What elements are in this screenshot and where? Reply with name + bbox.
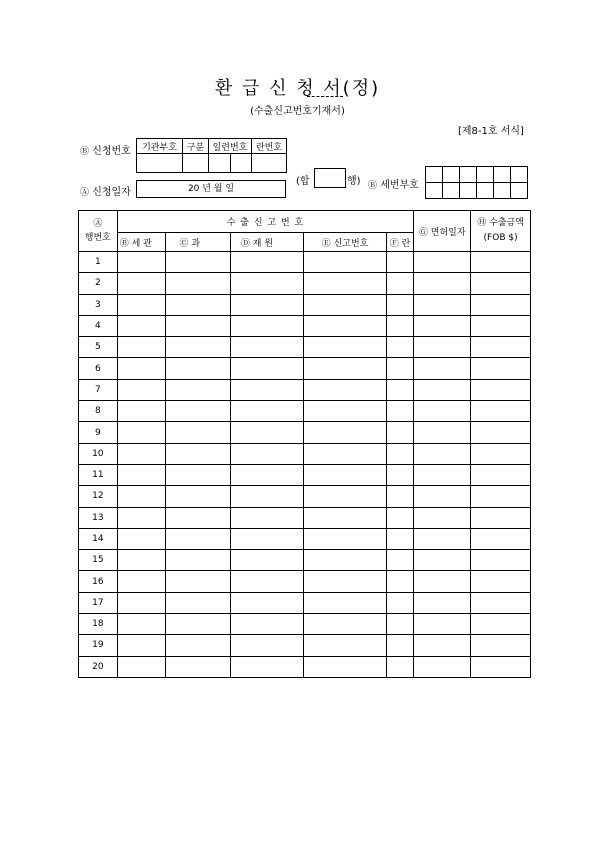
division-cell[interactable] xyxy=(165,422,230,443)
table-row xyxy=(79,550,531,571)
row-number-cell: 16 xyxy=(79,571,118,592)
line-number-cell[interactable] xyxy=(386,315,413,336)
resource-cell[interactable] xyxy=(230,422,303,443)
customs-cell[interactable] xyxy=(117,635,165,656)
category-header: 구분 xyxy=(183,139,209,154)
tax-code-cell[interactable] xyxy=(460,167,477,183)
license-date-cell[interactable] xyxy=(414,550,471,571)
license-date-cell[interactable] xyxy=(414,635,471,656)
line-number-cell[interactable] xyxy=(386,528,413,549)
tax-code-cell[interactable] xyxy=(494,167,511,183)
sum-open-label: (합 xyxy=(296,176,310,187)
line-number-cell[interactable] xyxy=(386,401,413,422)
table-row xyxy=(79,528,531,549)
line-number-cell[interactable] xyxy=(386,656,413,677)
export-amount-cell[interactable] xyxy=(471,337,531,358)
resource-cell[interactable] xyxy=(230,486,303,507)
table-row xyxy=(79,273,531,294)
application-date-label xyxy=(80,183,131,198)
row-number-cell: 13 xyxy=(79,507,118,528)
line-number-cell[interactable] xyxy=(386,358,413,379)
circle-marker: Ⓐ xyxy=(93,219,103,229)
row-number-cell: 12 xyxy=(79,486,118,507)
row-number-cell: 2 xyxy=(79,273,118,294)
row-number-cell: 15 xyxy=(79,550,118,571)
division-cell[interactable] xyxy=(165,294,230,315)
export-amount-header xyxy=(471,211,531,252)
row-number-cell: 1 xyxy=(79,252,118,273)
circle-marker: Ⓑ xyxy=(368,181,378,191)
table-row xyxy=(79,443,531,464)
resource-cell[interactable] xyxy=(230,315,303,336)
circle-marker: Ⓐ xyxy=(80,188,90,198)
declaration-number-cell[interactable] xyxy=(304,379,387,400)
table-row xyxy=(79,379,531,400)
export-amount-cell[interactable] xyxy=(471,422,531,443)
license-date-cell[interactable] xyxy=(414,571,471,592)
declaration-number-cell[interactable] xyxy=(304,571,387,592)
export-amount-cell[interactable] xyxy=(471,486,531,507)
circle-marker: Ⓕ xyxy=(389,238,399,249)
export-number-header: 수 출 신 고 번 호 xyxy=(117,211,414,233)
license-date-cell[interactable] xyxy=(414,252,471,273)
division-cell[interactable] xyxy=(165,315,230,336)
table-row xyxy=(79,592,531,613)
table-row xyxy=(79,337,531,358)
row-number-cell: 17 xyxy=(79,592,118,613)
customs-cell[interactable] xyxy=(117,464,165,485)
tax-code-cell[interactable] xyxy=(511,167,528,183)
tax-code-cell[interactable] xyxy=(426,167,443,183)
row-number-cell: 7 xyxy=(79,379,118,400)
resource-cell[interactable] xyxy=(230,358,303,379)
license-date-header-text: 면허일자 xyxy=(430,227,466,238)
division-cell[interactable] xyxy=(165,592,230,613)
customs-cell[interactable] xyxy=(117,252,165,273)
division-cell[interactable] xyxy=(165,337,230,358)
export-amount-cell[interactable] xyxy=(471,401,531,422)
line-number-cell[interactable] xyxy=(386,294,413,315)
division-cell[interactable] xyxy=(165,550,230,571)
license-date-cell[interactable] xyxy=(414,614,471,635)
export-amount-unit: (FOB $) xyxy=(483,233,518,243)
export-amount-cell[interactable] xyxy=(471,571,531,592)
customs-cell[interactable] xyxy=(117,443,165,464)
tax-code-grid xyxy=(425,166,528,199)
application-number-label xyxy=(80,142,131,157)
row-number-header-text: 행번호 xyxy=(84,233,111,243)
application-number-text: 신청번호 xyxy=(92,146,131,157)
serial-number-field[interactable] xyxy=(209,154,252,173)
tax-code-cell[interactable] xyxy=(426,183,443,199)
tax-code-label xyxy=(368,176,419,191)
division-cell[interactable] xyxy=(165,528,230,549)
division-cell[interactable] xyxy=(165,656,230,677)
export-amount-cell[interactable] xyxy=(471,315,531,336)
declaration-number-cell[interactable] xyxy=(304,422,387,443)
export-declaration-table xyxy=(78,210,531,678)
declaration-number-cell[interactable] xyxy=(304,315,387,336)
license-date-cell[interactable] xyxy=(414,294,471,315)
resource-cell[interactable] xyxy=(230,550,303,571)
division-cell[interactable] xyxy=(165,252,230,273)
row-number-header xyxy=(79,211,118,252)
resource-cell[interactable] xyxy=(230,507,303,528)
division-cell[interactable] xyxy=(165,507,230,528)
customs-cell[interactable] xyxy=(117,315,165,336)
license-date-cell[interactable] xyxy=(414,592,471,613)
license-date-cell[interactable] xyxy=(414,273,471,294)
export-amount-cell[interactable] xyxy=(471,656,531,677)
declaration-number-header xyxy=(304,233,387,252)
line-number-cell[interactable] xyxy=(386,337,413,358)
line-number-cell[interactable] xyxy=(386,379,413,400)
declaration-number-cell[interactable] xyxy=(304,443,387,464)
declaration-number-cell[interactable] xyxy=(304,656,387,677)
tax-code-cell[interactable] xyxy=(443,167,460,183)
tax-code-cell[interactable] xyxy=(477,167,494,183)
sum-close-label: 행) xyxy=(347,176,361,187)
division-cell[interactable] xyxy=(165,571,230,592)
declaration-number-cell[interactable] xyxy=(304,528,387,549)
row-number-cell: 20 xyxy=(79,656,118,677)
customs-cell[interactable] xyxy=(117,358,165,379)
export-amount-cell[interactable] xyxy=(471,358,531,379)
division-cell[interactable] xyxy=(165,273,230,294)
resource-cell[interactable] xyxy=(230,635,303,656)
division-cell[interactable] xyxy=(165,379,230,400)
line-number-cell[interactable] xyxy=(386,464,413,485)
agency-code-field[interactable] xyxy=(137,154,183,173)
resource-cell[interactable] xyxy=(230,401,303,422)
line-number-cell[interactable] xyxy=(386,614,413,635)
row-number-cell: 10 xyxy=(79,443,118,464)
division-header-text: 과 xyxy=(191,238,201,249)
license-date-cell[interactable] xyxy=(414,486,471,507)
tax-code-cell[interactable] xyxy=(460,183,477,199)
license-date-cell[interactable] xyxy=(414,379,471,400)
export-amount-cell[interactable] xyxy=(471,550,531,571)
customs-cell[interactable] xyxy=(117,273,165,294)
customs-header-text: 세 관 xyxy=(131,238,152,249)
license-date-cell[interactable] xyxy=(414,656,471,677)
table-row xyxy=(79,656,531,677)
line-number-cell[interactable] xyxy=(386,273,413,294)
table-row xyxy=(79,486,531,507)
circle-marker: Ⓒ xyxy=(179,238,189,249)
customs-cell[interactable] xyxy=(117,486,165,507)
resource-cell[interactable] xyxy=(230,337,303,358)
serial-number-header: 일련번호 xyxy=(209,139,252,154)
resource-cell[interactable] xyxy=(230,571,303,592)
table-row xyxy=(79,315,531,336)
license-date-cell[interactable] xyxy=(414,401,471,422)
customs-cell[interactable] xyxy=(117,337,165,358)
declaration-number-cell[interactable] xyxy=(304,614,387,635)
export-amount-cell[interactable] xyxy=(471,294,531,315)
row-number-cell: 11 xyxy=(79,464,118,485)
export-amount-cell[interactable] xyxy=(471,273,531,294)
column-number-header: 란번호 xyxy=(252,139,287,154)
circle-marker: Ⓔ xyxy=(321,238,331,249)
category-field[interactable] xyxy=(183,154,209,173)
form-subtitle: (수출신고번호기재서) xyxy=(250,106,345,117)
division-header xyxy=(165,233,230,252)
export-amount-cell[interactable] xyxy=(471,614,531,635)
resource-cell[interactable] xyxy=(230,656,303,677)
circle-marker: Ⓓ xyxy=(240,238,250,249)
division-cell[interactable] xyxy=(165,635,230,656)
export-amount-cell[interactable] xyxy=(471,443,531,464)
line-number-cell[interactable] xyxy=(386,486,413,507)
table-row xyxy=(79,614,531,635)
table-row xyxy=(79,571,531,592)
line-number-cell[interactable] xyxy=(386,592,413,613)
row-number-cell: 9 xyxy=(79,422,118,443)
declaration-number-cell[interactable] xyxy=(304,464,387,485)
declaration-number-cell[interactable] xyxy=(304,358,387,379)
table-row xyxy=(79,464,531,485)
application-date-field[interactable]: 20 년 월 일 xyxy=(136,180,286,198)
customs-cell[interactable] xyxy=(117,528,165,549)
division-cell[interactable] xyxy=(165,486,230,507)
line-number-cell[interactable] xyxy=(386,507,413,528)
division-cell[interactable] xyxy=(165,358,230,379)
table-row xyxy=(79,294,531,315)
declaration-number-cell[interactable] xyxy=(304,337,387,358)
resource-cell[interactable] xyxy=(230,614,303,635)
export-amount-cell[interactable] xyxy=(471,252,531,273)
license-date-cell[interactable] xyxy=(414,528,471,549)
license-date-cell[interactable] xyxy=(414,507,471,528)
form-number: [제8-1호 서식] xyxy=(458,126,524,137)
table-row xyxy=(79,252,531,273)
circle-marker: Ⓑ xyxy=(80,147,90,157)
declaration-number-cell[interactable] xyxy=(304,507,387,528)
line-number-cell[interactable] xyxy=(386,252,413,273)
export-amount-cell[interactable] xyxy=(471,592,531,613)
application-date-text: 신청일자 xyxy=(92,187,131,198)
export-amount-cell[interactable] xyxy=(471,507,531,528)
tax-code-cell[interactable] xyxy=(477,183,494,199)
line-number-header-text: 란 xyxy=(401,238,411,249)
customs-cell[interactable] xyxy=(117,294,165,315)
circle-marker: Ⓗ xyxy=(477,218,487,228)
customs-cell[interactable] xyxy=(117,422,165,443)
customs-cell[interactable] xyxy=(117,614,165,635)
license-date-cell[interactable] xyxy=(414,315,471,336)
declaration-number-cell[interactable] xyxy=(304,273,387,294)
license-date-cell[interactable] xyxy=(414,422,471,443)
row-number-cell: 5 xyxy=(79,337,118,358)
tax-code-cell[interactable] xyxy=(494,183,511,199)
license-date-cell[interactable] xyxy=(414,464,471,485)
division-cell[interactable] xyxy=(165,464,230,485)
resource-cell[interactable] xyxy=(230,443,303,464)
resource-cell[interactable] xyxy=(230,379,303,400)
row-number-cell: 6 xyxy=(79,358,118,379)
column-number-field[interactable] xyxy=(252,154,287,173)
license-date-header xyxy=(414,211,471,252)
division-cell[interactable] xyxy=(165,401,230,422)
title-underline xyxy=(307,96,343,97)
row-number-cell: 14 xyxy=(79,528,118,549)
tax-code-cell[interactable] xyxy=(511,183,528,199)
table-row xyxy=(79,358,531,379)
customs-cell[interactable] xyxy=(117,379,165,400)
form-title: 환 급 신 청 서(정) xyxy=(214,78,381,99)
resource-cell[interactable] xyxy=(230,464,303,485)
line-number-cell[interactable] xyxy=(386,422,413,443)
table-row xyxy=(79,635,531,656)
customs-cell[interactable] xyxy=(117,550,165,571)
division-cell[interactable] xyxy=(165,614,230,635)
declaration-number-cell[interactable] xyxy=(304,252,387,273)
declaration-number-cell[interactable] xyxy=(304,486,387,507)
resource-header xyxy=(230,233,303,252)
resource-cell[interactable] xyxy=(230,592,303,613)
declaration-number-header-text: 신고번호 xyxy=(333,238,369,249)
resource-header-text: 재 원 xyxy=(252,238,274,249)
row-number-cell: 4 xyxy=(79,315,118,336)
declaration-number-cell[interactable] xyxy=(304,592,387,613)
customs-cell[interactable] xyxy=(117,571,165,592)
application-number-grid xyxy=(136,138,287,173)
declaration-number-cell[interactable] xyxy=(304,294,387,315)
export-amount-header-text: 수출금액 xyxy=(489,218,524,228)
table-body xyxy=(79,252,531,678)
circle-marker: Ⓑ xyxy=(119,238,129,249)
circle-marker: Ⓖ xyxy=(418,227,428,238)
license-date-cell[interactable] xyxy=(414,358,471,379)
customs-cell[interactable] xyxy=(117,507,165,528)
resource-cell[interactable] xyxy=(230,294,303,315)
declaration-number-cell[interactable] xyxy=(304,635,387,656)
customs-cell[interactable] xyxy=(117,401,165,422)
row-number-cell: 3 xyxy=(79,294,118,315)
license-date-cell[interactable] xyxy=(414,337,471,358)
customs-header xyxy=(117,233,165,252)
resource-cell[interactable] xyxy=(230,273,303,294)
customs-cell[interactable] xyxy=(117,656,165,677)
declaration-number-cell[interactable] xyxy=(304,401,387,422)
row-number-cell: 18 xyxy=(79,614,118,635)
resource-cell[interactable] xyxy=(230,528,303,549)
customs-cell[interactable] xyxy=(117,592,165,613)
export-amount-cell[interactable] xyxy=(471,528,531,549)
sum-rows-field[interactable] xyxy=(314,168,346,188)
license-date-cell[interactable] xyxy=(414,443,471,464)
export-amount-cell[interactable] xyxy=(471,635,531,656)
table-row xyxy=(79,507,531,528)
table-row xyxy=(79,401,531,422)
table-row xyxy=(79,422,531,443)
agency-code-header: 기관부호 xyxy=(137,139,183,154)
division-cell[interactable] xyxy=(165,443,230,464)
line-number-header xyxy=(386,233,413,252)
row-number-cell: 8 xyxy=(79,401,118,422)
export-amount-cell[interactable] xyxy=(471,464,531,485)
row-number-cell: 19 xyxy=(79,635,118,656)
export-amount-cell[interactable] xyxy=(471,379,531,400)
line-number-cell[interactable] xyxy=(386,443,413,464)
declaration-number-cell[interactable] xyxy=(304,550,387,571)
tax-code-text: 세번부호 xyxy=(380,180,419,191)
tax-code-cell[interactable] xyxy=(443,183,460,199)
line-number-cell[interactable] xyxy=(386,550,413,571)
line-number-cell[interactable] xyxy=(386,635,413,656)
line-number-cell[interactable] xyxy=(386,571,413,592)
resource-cell[interactable] xyxy=(230,252,303,273)
